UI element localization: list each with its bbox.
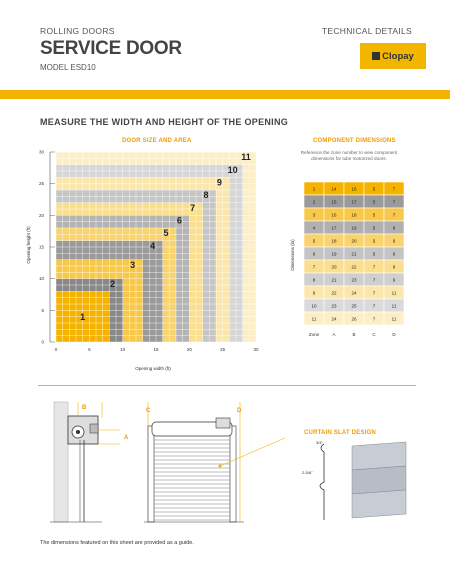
curtain-slat-diagram [298,438,418,528]
table-cell: 17 [351,199,357,205]
table-cell: 23 [331,303,337,309]
table-cell: 5 [372,186,376,192]
zone-label-10: 10 [227,164,238,175]
table-cell: 7 [372,264,376,270]
zone-label-5: 5 [163,228,169,239]
table-cell: 25 [351,303,357,309]
table-cell: 7 [392,212,396,218]
dim-a-label: A [124,435,129,441]
table-cell: 7 [372,303,376,309]
table-cell: 7 [392,199,396,205]
table-cell: 16 [331,212,337,218]
table-cell: 19 [351,225,357,231]
table-cell: 11 [391,290,397,296]
table-cell: 7 [372,316,376,322]
table-cell: 4 [312,225,316,231]
table-cell: 11 [311,316,317,322]
clopay-logo-mark-icon [372,52,380,60]
table-cell: 9 [392,277,396,283]
x-tick-label: 5 [88,347,91,352]
table-cell: 9 [392,264,396,270]
y-tick-label: 10 [38,276,44,282]
technical-details-label: TECHNICAL DETAILS [321,26,412,36]
side-view-diagram [50,402,129,522]
table-cell: 26 [351,316,357,322]
table-column-header: D [392,332,396,337]
chart-title: DOOR SIZE AND AREA [122,138,192,144]
table-cell: 9 [312,290,316,296]
table-cell: 7 [372,290,376,296]
slat-profile [320,444,324,520]
header-kicker: ROLLING DOORS [40,26,115,36]
chart-y-axis-label: Opening height (ft) [26,226,31,264]
table-cell: 5 [312,238,316,244]
component-note: Reference the zone number to view component dimensions for tube motorized doors. [300,150,398,161]
zone-label-1: 1 [80,311,86,322]
zone-label-2: 2 [110,278,116,289]
clopay-logo-text: Clopay [382,50,414,62]
table-cell: 8 [312,277,316,283]
zone-label-7: 7 [190,202,196,213]
table-cell: 5 [372,251,376,257]
x-tick-label: 15 [153,347,159,352]
section-divider [38,385,416,386]
table-column-header: C [372,332,376,337]
right-guide [230,426,236,522]
front-view-diagram [144,402,285,522]
zone-label-11: 11 [241,152,251,163]
table-cell: 24 [331,316,337,322]
slat-render [352,442,406,518]
y-tick-label: 5 [41,307,44,313]
table-cell: 7 [392,186,396,192]
section-title: MEASURE THE WIDTH AND HEIGHT OF THE OPENING [40,117,289,127]
table-cell: 6 [312,251,316,257]
table-cell: 11 [391,303,397,309]
zone-label-6: 6 [176,215,182,226]
front-motor [216,418,230,428]
table-cell: 9 [392,251,396,257]
door-size-chart [18,145,268,385]
table-cell: 9 [392,225,396,231]
table-cell: 24 [351,290,357,296]
component-table [284,180,416,346]
table-cell: 5 [372,238,376,244]
x-tick-label: 30 [253,347,259,352]
table-cell: 18 [351,212,357,218]
table-cell: 10 [311,303,317,309]
coil-axle [76,430,80,434]
dim-b-label: B [82,405,87,411]
table-cell: 23 [351,277,357,283]
model-label: MODEL ESD10 [40,63,96,72]
component-title: COMPONENT DIMENSIONS [313,138,396,144]
dim-d-label: D [237,408,242,414]
x-tick-label: 10 [120,347,126,352]
table-cell: 11 [391,316,397,322]
table-cell: 1 [312,186,316,192]
callout-dot [219,465,222,468]
table-column-header: Zone [308,332,320,337]
slat-height-dim: 2-5/8" [302,470,313,475]
y-tick-label: 20 [38,212,44,218]
table-cell: 5 [372,225,376,231]
zone-label-9: 9 [216,177,222,188]
left-guide [148,426,154,522]
x-tick-label: 25 [220,347,226,352]
table-cell: 5 [372,212,376,218]
curtain-slats [154,440,230,520]
zone-label-4: 4 [150,240,156,251]
page-title: SERVICE DOOR [40,38,182,59]
motor-box [90,424,98,433]
x-tick-label: 0 [54,347,58,352]
table-cell: 22 [351,264,357,270]
table-cell: 3 [312,212,316,218]
table-cell: 15 [331,199,337,205]
table-cells [304,182,404,337]
chart-x-axis-label: Opening width (ft) [135,366,171,371]
table-column-header: A [332,332,336,337]
table-cell: 2 [312,199,316,205]
table-cell: 20 [351,238,357,244]
table-cell: 19 [331,251,337,257]
header-band [0,90,450,99]
chart-zones [56,152,256,342]
curtain-title: CURTAIN SLAT DESIGN [304,430,376,436]
wall-section [54,402,68,522]
table-cell: 18 [331,238,337,244]
y-tick-label: 15 [38,244,44,250]
table-cell: 7 [312,264,316,270]
table-cell: 5 [372,199,376,205]
zone-label-3: 3 [130,259,136,270]
table-column-header: B [352,332,356,337]
slat-top-dim: 3/4" [316,440,323,445]
table-cell: 14 [331,186,337,192]
table-cell: 7 [372,277,376,283]
footer-note: The dimensions featured on this sheet are provided as a guide. [40,540,194,546]
x-tick-label: 20 [186,347,192,352]
table-cell: 16 [351,186,357,192]
y-tick-label: 0 [41,339,44,345]
zone-label-8: 8 [203,190,209,201]
table-cell: 9 [392,238,396,244]
table-y-label: Dimensions (in) [290,239,295,271]
table-cell: 17 [331,225,337,231]
dim-c-label: C [146,408,151,414]
y-tick-label: 30 [38,149,44,155]
table-cell: 21 [351,251,357,257]
table-cell: 21 [331,277,337,283]
clopay-logo [360,43,426,69]
table-cell: 22 [331,290,337,296]
y-tick-label: 25 [38,181,44,187]
table-cell: 20 [331,264,337,270]
door-diagram [40,396,290,536]
